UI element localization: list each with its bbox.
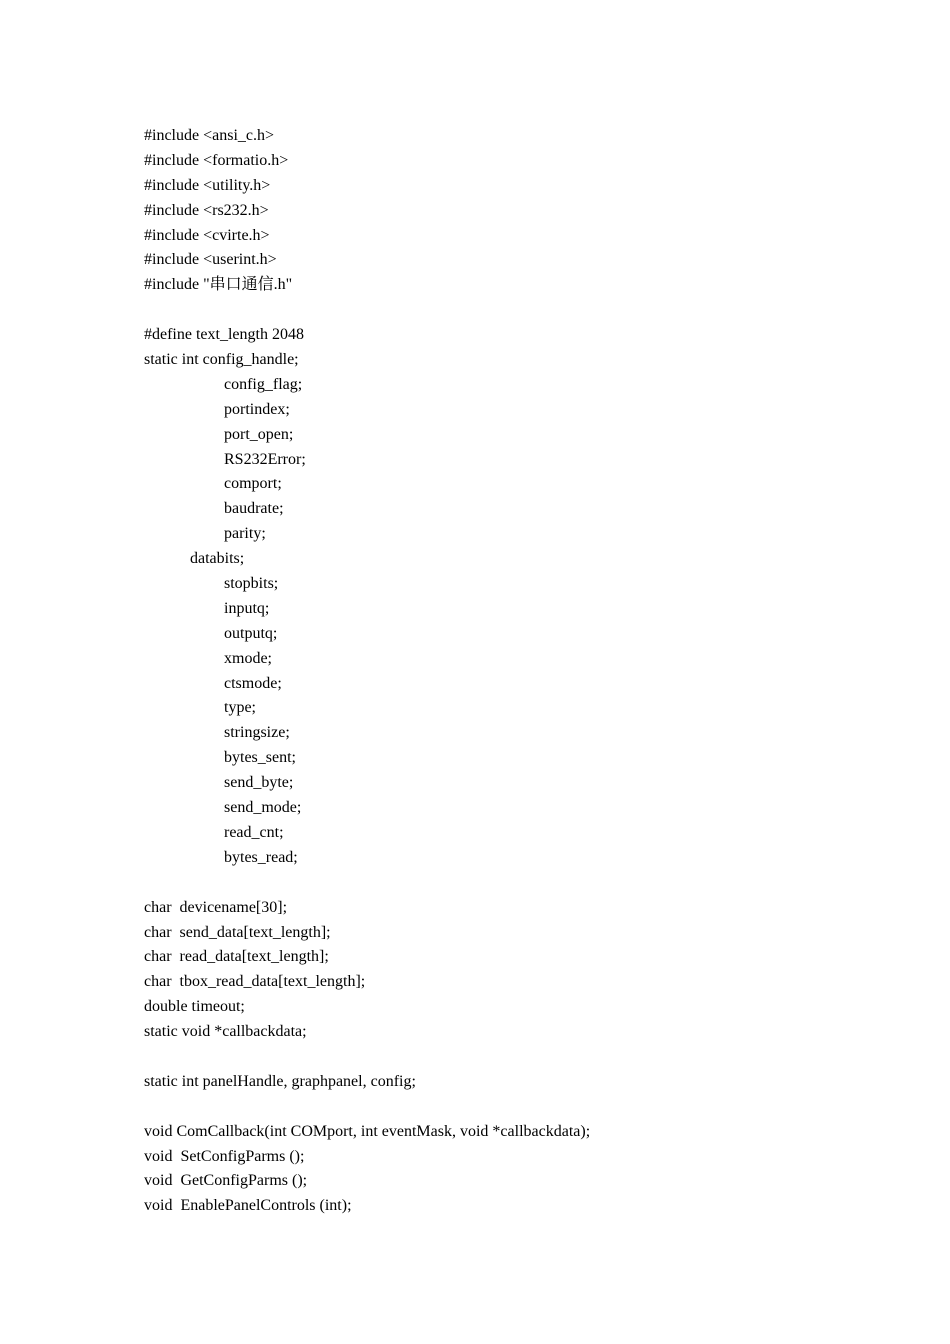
variable-line: ctsmode; bbox=[224, 674, 282, 692]
variable-line: parity; bbox=[224, 525, 266, 543]
variable-line: xmode; bbox=[224, 649, 272, 667]
include-line: #include <rs232.h> bbox=[144, 201, 269, 219]
include-line: #include <cvirte.h> bbox=[144, 226, 270, 244]
blank-line bbox=[144, 298, 864, 323]
variable-line: outputq; bbox=[224, 624, 278, 642]
double-declaration: double timeout; bbox=[144, 998, 245, 1016]
include-line: #include <ansi_c.h> bbox=[144, 127, 275, 144]
variable-line: send_byte; bbox=[224, 774, 294, 792]
function-prototype: void GetConfigParms (); bbox=[144, 1172, 308, 1190]
blank-line bbox=[144, 1095, 864, 1120]
variable-line: stopbits; bbox=[224, 575, 279, 593]
blank-line bbox=[144, 871, 864, 896]
include-line: #include <formatio.h> bbox=[144, 151, 289, 169]
include-line: #include <userint.h> bbox=[144, 251, 277, 269]
function-prototype: void EnablePanelControls (int); bbox=[144, 1197, 352, 1215]
variable-line: send_mode; bbox=[224, 799, 302, 817]
variable-line: type; bbox=[224, 699, 256, 717]
pointer-declaration: static void *callbackdata; bbox=[144, 1023, 307, 1041]
include-line: #include "串口通信.h" bbox=[144, 276, 293, 294]
include-line: #include <utility.h> bbox=[144, 176, 271, 194]
variable-line: bytes_read; bbox=[224, 848, 298, 866]
static-int-declaration: static int config_handle; bbox=[144, 351, 299, 369]
define-line: #define text_length 2048 bbox=[144, 326, 304, 344]
function-prototype: void SetConfigParms (); bbox=[144, 1147, 305, 1165]
variable-line: baudrate; bbox=[224, 500, 284, 518]
panel-handle-declaration: static int panelHandle, graphpanel, config; bbox=[144, 1072, 416, 1090]
char-declaration: char devicename[30]; bbox=[144, 898, 288, 916]
blank-line bbox=[144, 1045, 864, 1070]
char-declaration: char read_data[text_length]; bbox=[144, 948, 329, 966]
variable-line: comport; bbox=[224, 475, 282, 493]
variable-line: stringsize; bbox=[224, 724, 290, 742]
variable-line: inputq; bbox=[224, 599, 270, 617]
variable-line: port_open; bbox=[224, 425, 294, 443]
variable-line: read_cnt; bbox=[224, 823, 284, 841]
variable-line: portindex; bbox=[224, 400, 290, 418]
function-prototype: void ComCallback(int COMport, int eventMask, void *callbackdata); bbox=[144, 1122, 591, 1140]
char-declaration: char tbox_read_data[text_length]; bbox=[144, 973, 366, 991]
variable-line-databits: databits; bbox=[190, 550, 245, 568]
code-document bbox=[144, 124, 864, 1219]
variable-line: RS232Error; bbox=[224, 450, 306, 468]
variable-line: bytes_sent; bbox=[224, 749, 296, 767]
variable-line: config_flag; bbox=[224, 375, 303, 393]
char-declaration: char send_data[text_length]; bbox=[144, 923, 331, 941]
